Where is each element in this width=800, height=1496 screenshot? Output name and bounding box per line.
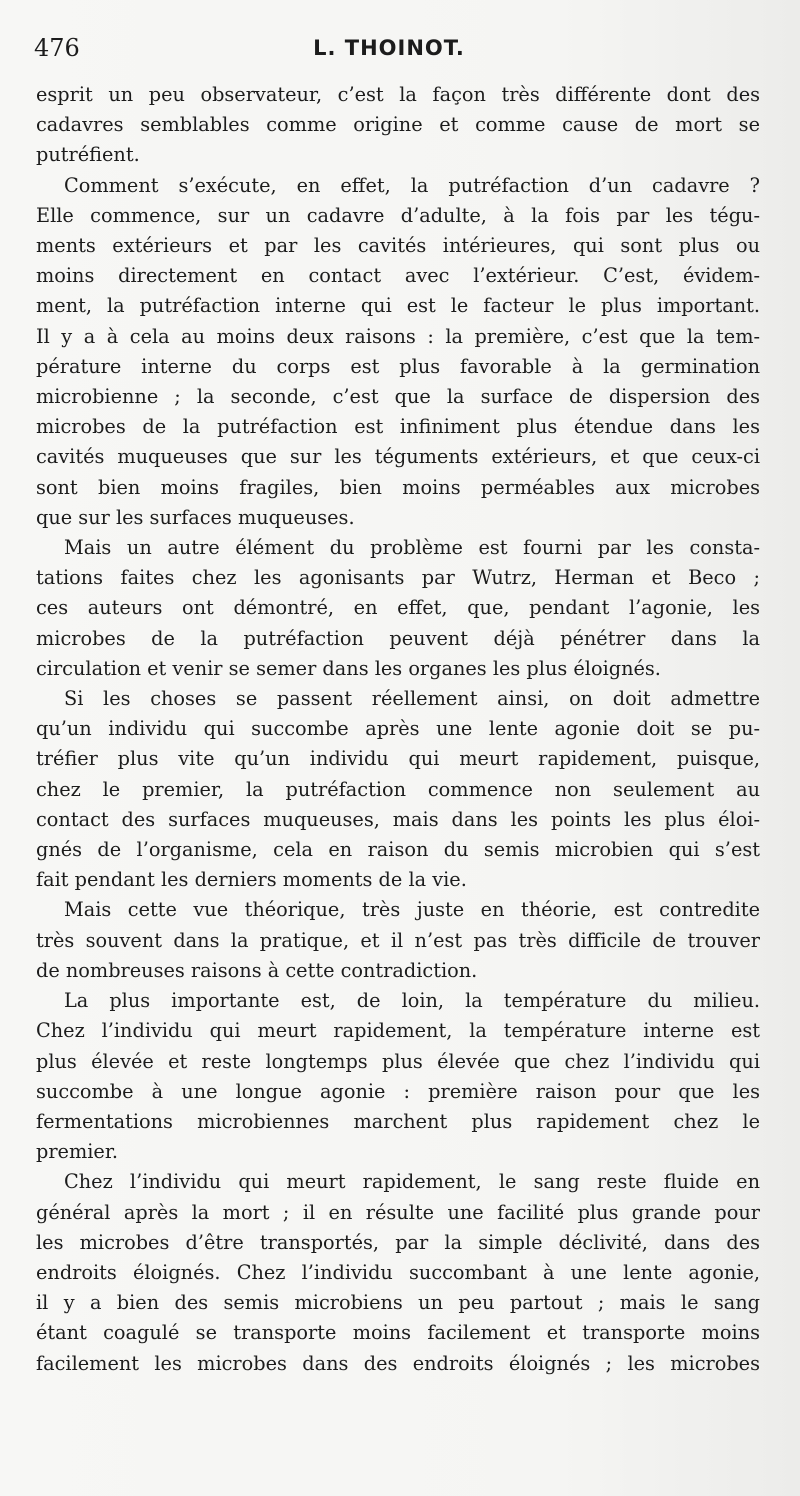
text-line: Mais un autre élément du problème est fourni par les consta- [64, 536, 760, 560]
text-line: microbes de la putréfaction est infiniment plus étendue dans les [36, 415, 760, 439]
text-line: gnés de l’organisme, cela en raison du semis microbien qui s’est [36, 838, 760, 862]
text-line: Mais cette vue théorique, très juste en théorie, est contredite [64, 898, 760, 922]
text-line: tations faites chez les agonisants par Wutrz, Herman et Beco ; [36, 566, 760, 590]
text-line: moins directement en contact avec l’extérieur. C’est, évidem- [36, 264, 760, 288]
text-line: circulation et venir se semer dans les organes les plus éloignés. [36, 656, 661, 680]
text-line: que sur les surfaces muqueuses. [36, 505, 355, 529]
text-line: facilement les microbes dans des endroits éloignés ; les microbes [36, 1351, 760, 1375]
text-line: endroits éloignés. Chez l’individu succombant à une lente agonie, [36, 1260, 760, 1284]
text-line: fermentations microbiennes marchent plus rapidement chez le [36, 1109, 760, 1133]
paragraph [36, 533, 760, 684]
text-line: chez le premier, la putréfaction commence non seulement au [36, 777, 760, 801]
text-line: de nombreuses raisons à cette contradiction. [36, 958, 478, 982]
paragraph [36, 80, 760, 171]
text-line: Chez l’individu qui meurt rapidement, le sang reste fluide en [64, 1170, 760, 1194]
paragraph [36, 1167, 760, 1378]
text-line: Il y a à cela au moins deux raisons : la première, c’est que la tem- [36, 324, 760, 348]
body-text [36, 80, 760, 1379]
running-head: L. THOINOT. [313, 36, 465, 60]
text-line: microbienne ; la seconde, c’est que la surface de dispersion des [36, 385, 760, 409]
text-line: les microbes d’être transportés, par la simple déclivité, dans des [36, 1230, 760, 1254]
text-line: esprit un peu observateur, c’est la façon très différente dont des [36, 83, 760, 106]
text-line: cavités muqueuses que sur les téguments extérieurs, et que ceux-ci [36, 445, 760, 469]
paragraph [36, 895, 760, 986]
text-line: ces auteurs ont démontré, en effet, que, pendant l’agonie, les [36, 596, 760, 620]
text-line: succombe à une longue agonie : première raison pour que les [36, 1079, 760, 1103]
text-line: Chez l’individu qui meurt rapidement, la température interne est [36, 1019, 760, 1043]
text-line: cadavres semblables comme origine et comme cause de mort se [36, 113, 760, 137]
page-number: 476 [34, 34, 80, 62]
text-line: La plus importante est, de loin, la température du milieu. [64, 989, 760, 1013]
text-line: Comment s’exécute, en effet, la putréfaction d’un cadavre ? [64, 173, 760, 197]
text-line: Elle commence, sur un cadavre d’adulte, à la fois par les tégu- [36, 203, 760, 227]
text-line: ment, la putréfaction interne qui est le facteur le plus important. [36, 294, 760, 318]
text-line: microbes de la putréfaction peuvent déjà pénétrer dans la [36, 626, 760, 650]
text-line: général après la mort ; il en résulte une facilité plus grande pour [36, 1200, 760, 1224]
text-line: Si les choses se passent réellement ainsi, on doit admettre [64, 687, 760, 711]
text-line: ments extérieurs et par les cavités intérieures, qui sont plus ou [36, 234, 760, 258]
paragraph [36, 684, 760, 895]
text-line: premier. [36, 1140, 119, 1164]
text-line: il y a bien des semis microbiens un peu partout ; mais le sang [36, 1291, 760, 1315]
text-line: fait pendant les derniers moments de la vie. [36, 868, 467, 892]
paragraph [36, 986, 760, 1167]
text-line: sont bien moins fragiles, bien moins perméables aux microbes [36, 475, 760, 499]
text-line: qu’un individu qui succombe après une lente agonie doit se pu- [36, 717, 760, 741]
text-line: contact des surfaces muqueuses, mais dans les points les plus éloi- [36, 807, 760, 831]
text-line: pérature interne du corps est plus favorable à la germination [36, 354, 760, 378]
page-header [34, 34, 744, 66]
text-line: putréfient. [36, 143, 140, 167]
text-line: plus élevée et reste longtemps plus élevée que chez l’individu qui [36, 1049, 760, 1073]
paragraph [36, 171, 760, 533]
text-line: très souvent dans la pratique, et il n’est pas très difficile de trouver [36, 928, 760, 952]
text-line: tréfier plus vite qu’un individu qui meurt rapidement, puisque, [36, 747, 760, 771]
text-line: étant coagulé se transporte moins facilement et transporte moins [36, 1321, 760, 1345]
